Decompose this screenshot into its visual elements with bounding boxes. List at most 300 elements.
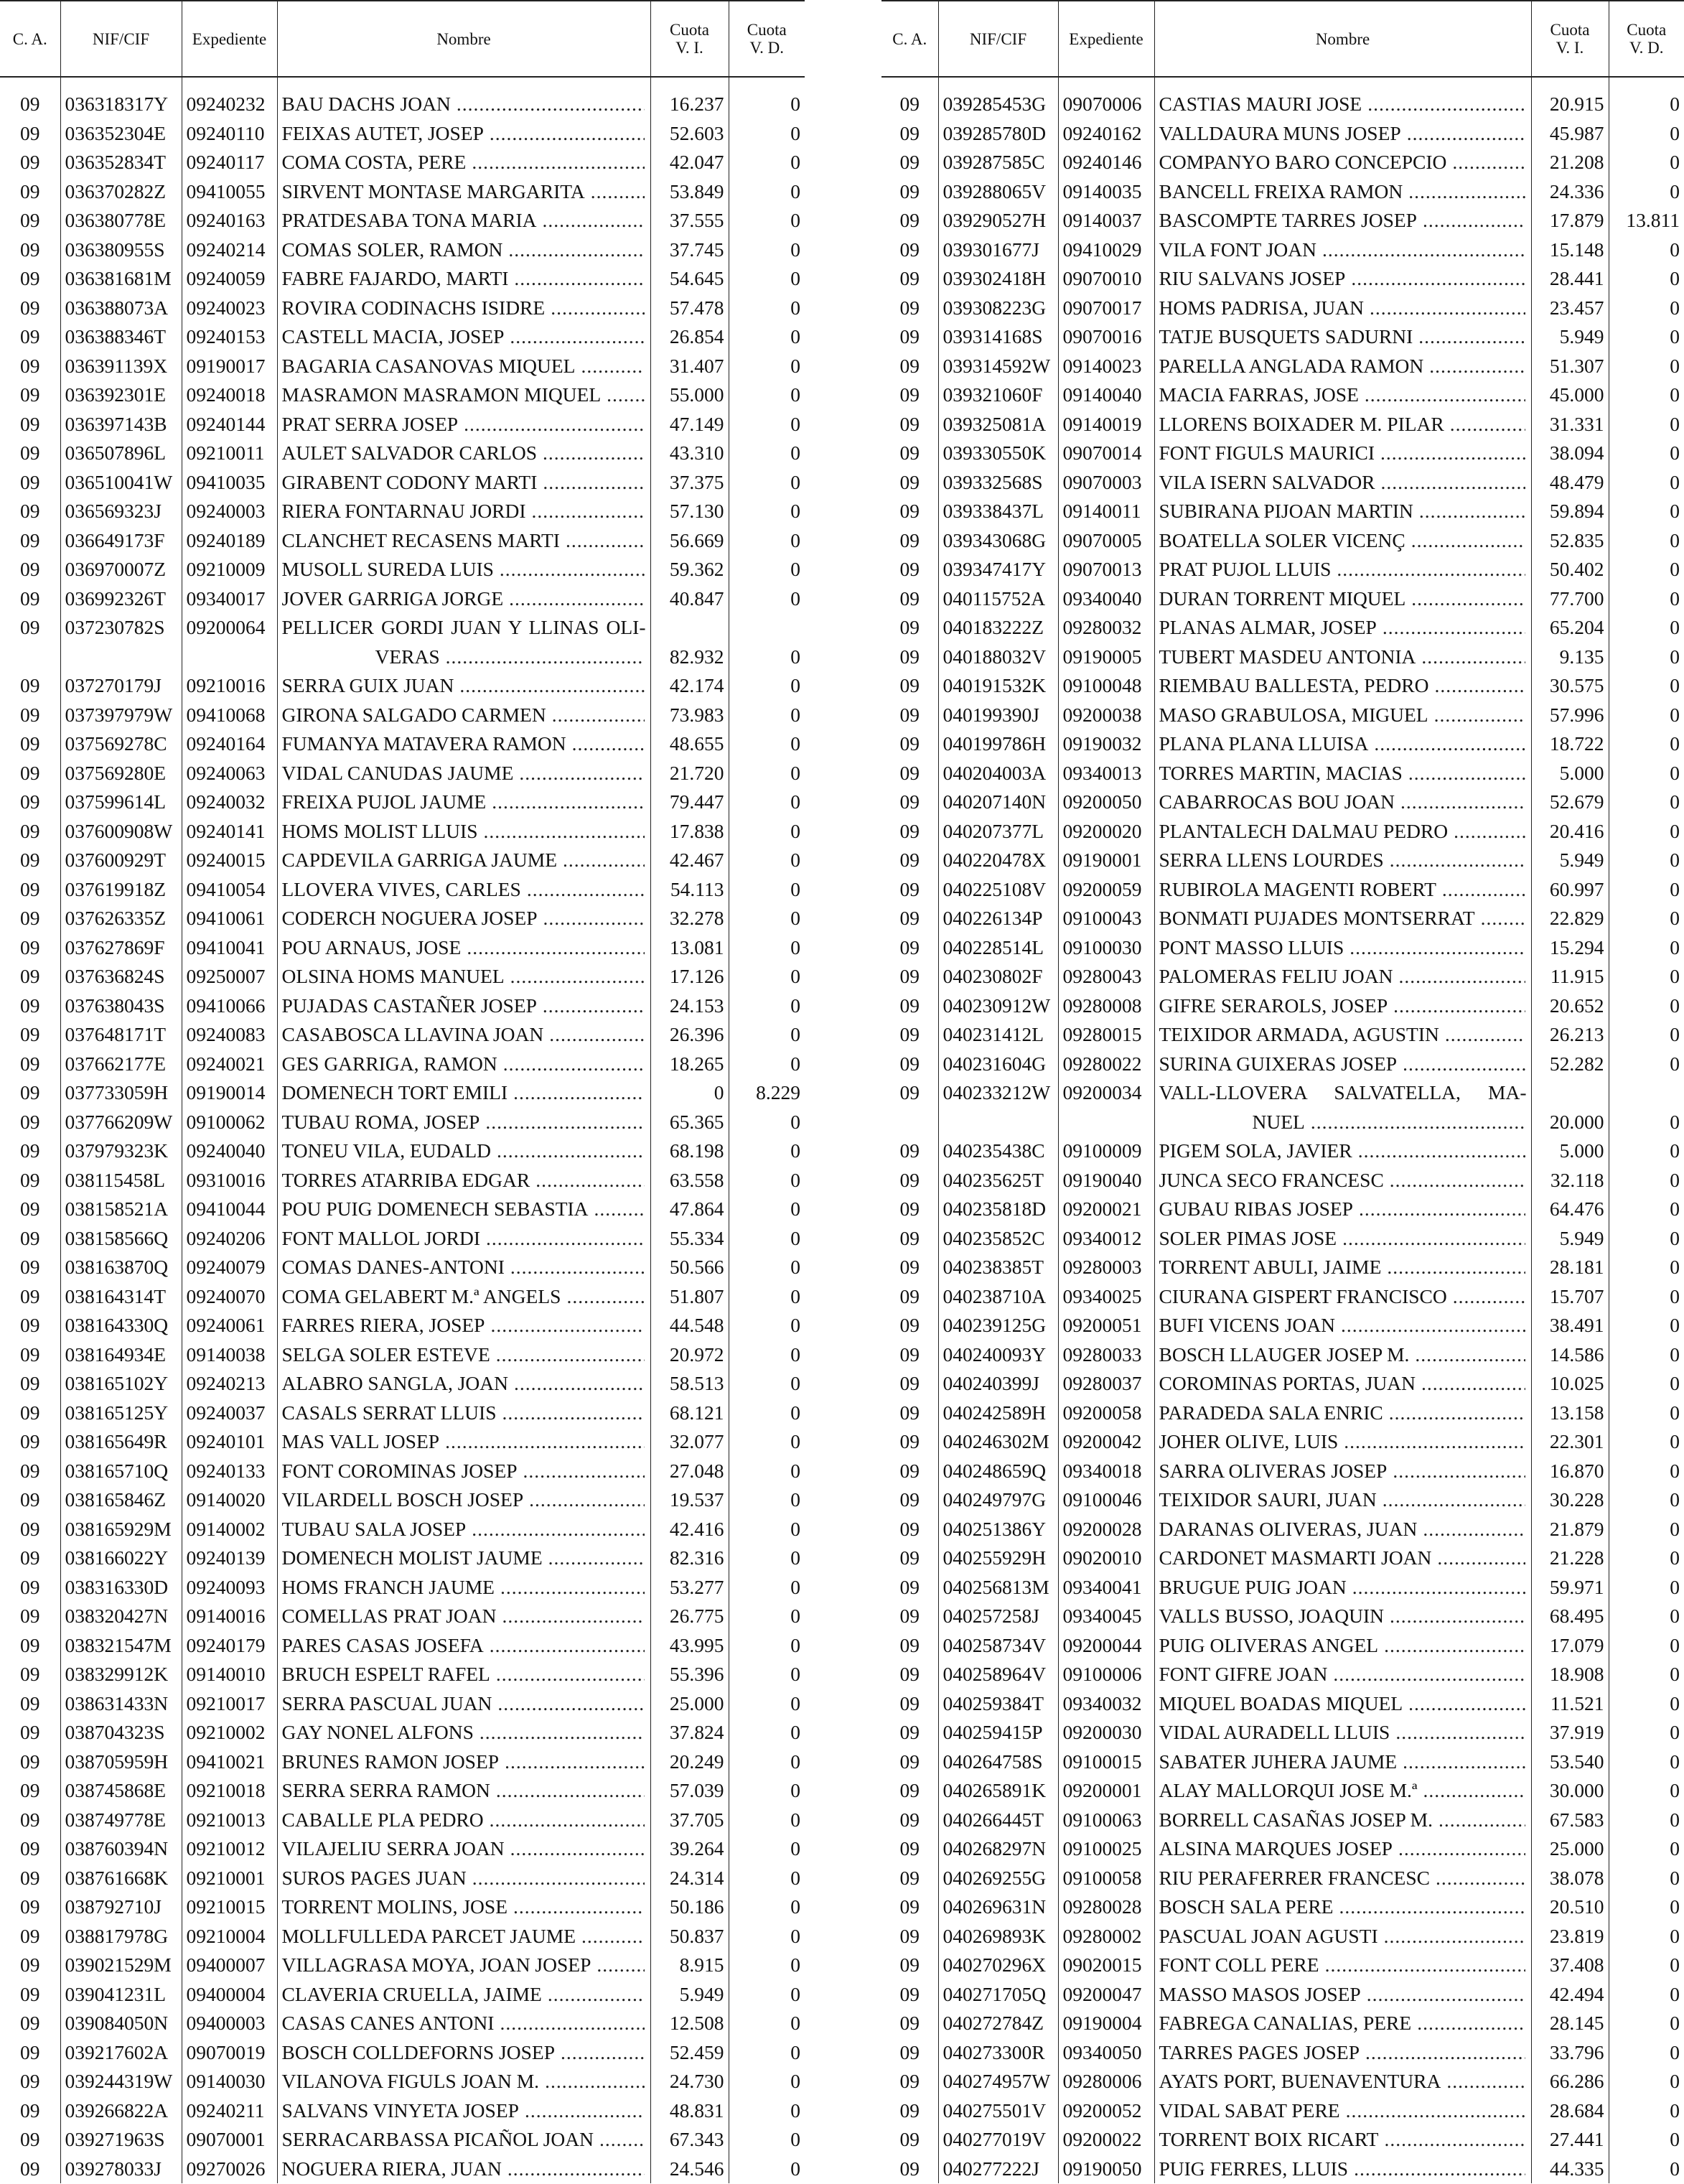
table-row (0, 875, 805, 905)
table-row (881, 90, 1684, 119)
table-row (0, 1718, 805, 1747)
cell-ca: 09 (899, 1691, 920, 1714)
dot-leader (1423, 1776, 1525, 1806)
cell-cuota-vd: 0 (1609, 526, 1684, 556)
nombre-text: ROVIRA CODINACHS ISIDRE (281, 296, 546, 319)
cell-nif: 039330550K (938, 439, 1058, 468)
cell-ca: 09 (20, 1691, 40, 1714)
table-row (881, 904, 1684, 933)
table-row (0, 1806, 805, 1835)
cell-cuota-vd: 0 (1609, 2038, 1684, 2068)
cell-cuota-vd: 0 (729, 788, 805, 817)
cell-nombre (277, 1718, 650, 1747)
cell-nombre (277, 1834, 650, 1864)
dot-leader (525, 2096, 645, 2126)
nombre-text: MACIA FARRAS, JOSE (1159, 383, 1359, 406)
nombre-text: COMELLAS PRAT JOAN (281, 1605, 497, 1627)
cell-nif: 036380955S (60, 235, 182, 265)
dot-leader (543, 904, 645, 933)
dot-leader (594, 1195, 645, 1224)
dot-leader (1365, 2038, 1525, 2068)
cell-nif: 040258964V (938, 1660, 1058, 1689)
cell-expediente: 09340045 (1058, 1602, 1154, 1631)
cell-expediente: 09340013 (1058, 759, 1154, 788)
cell-nif: 039244319W (60, 2067, 182, 2096)
cell-nif: 039338437L (938, 497, 1058, 526)
nombre-text: POU PUIG DOMENECH SEBASTIA (281, 1198, 589, 1220)
cell-expediente: 09200001 (1058, 1776, 1154, 1806)
table-row (0, 1399, 805, 1428)
cell-expediente: 09240133 (182, 1457, 277, 1486)
header-cuota-vi: Cuota V. I. (650, 1, 729, 77)
cell-cuota-vd: 0 (729, 1224, 805, 1254)
cell-expediente: 09140040 (1058, 381, 1154, 410)
cell-nif: 038164330Q (60, 1311, 182, 1340)
cell-cuota-vi: 57.039 (650, 1776, 729, 1806)
cell-nombre (1154, 1747, 1531, 1777)
cell-ca: 09 (20, 1779, 40, 1801)
nombre-text: POU ARNAUS, JOSE (281, 935, 462, 958)
cell-expediente: 09200051 (1058, 1311, 1154, 1340)
cell-expediente: 09280032 (1058, 613, 1154, 643)
table-row (881, 759, 1684, 788)
nombre-text: MUSOLL SUREDA LUIS (281, 558, 494, 580)
cell-nif: 040188032V (938, 643, 1058, 672)
cell-ca: 09 (20, 1633, 40, 1656)
nombre-text: SIRVENT MONTASE MARGARITA (281, 179, 585, 202)
cell-cuota-vi: 68.495 (1531, 1602, 1609, 1631)
cell-nif: 038745868E (60, 1776, 182, 1806)
cell-nombre (1154, 1020, 1531, 1050)
nombre-text: SERRA LLENS LOURDES (1159, 849, 1384, 871)
cell-nombre (277, 759, 650, 788)
cell-expediente: 09240164 (182, 729, 277, 759)
cell-cuota-vd: 0 (729, 1660, 805, 1689)
cell-nombre (277, 1282, 650, 1312)
cell-nif: 040199390J (938, 701, 1058, 730)
cell-nombre (1154, 817, 1531, 846)
cell-ca: 09 (899, 528, 920, 551)
table-row (881, 381, 1684, 410)
nombre-text: TUBAU ROMA, JOSEP (281, 1110, 480, 1133)
table-row (881, 1311, 1684, 1340)
nombre-text: DOMENECH TORT EMILI (281, 1081, 508, 1103)
cell-cuota-vi: 37.375 (650, 468, 729, 498)
cell-nombre (277, 555, 650, 584)
cell-ca: 09 (20, 761, 40, 784)
cell-nombre (1154, 1369, 1531, 1399)
cell-cuota-vi: 21.228 (1531, 1544, 1609, 1573)
table-row (881, 1195, 1684, 1224)
cell-cuota-vd: 0 (729, 1457, 805, 1486)
nombre-text: MOLLFULLEDA PARCET JAUME (281, 1924, 576, 1947)
cell-cuota-vi: 24.546 (650, 2155, 729, 2184)
table-row (0, 1747, 805, 1777)
dot-leader (1380, 439, 1525, 468)
dot-leader (497, 1137, 644, 1166)
cell-ca: 09 (899, 1808, 920, 1831)
header-cuota-vd: Cuota V. D. (1609, 1, 1684, 77)
cell-nif: 036388073A (60, 294, 182, 323)
cell-cuota-vd: 0 (729, 148, 805, 177)
cell-nif: 039332568S (938, 468, 1058, 498)
cell-expediente: 09340041 (1058, 1573, 1154, 1602)
cell-nombre (1154, 177, 1531, 207)
table-row (881, 1631, 1684, 1661)
cell-ca: 09 (20, 1895, 40, 1918)
cell-nif: 040207140N (938, 788, 1058, 817)
cell-cuota-vd: 0 (729, 235, 805, 265)
cell-cuota-vi: 59.894 (1531, 497, 1609, 526)
dot-leader (510, 1834, 645, 1864)
cell-expediente: 09070019 (182, 2038, 277, 2068)
dot-leader (1344, 1427, 1525, 1457)
cell-cuota-vi: 15.294 (1531, 933, 1609, 963)
cell-expediente: 09100006 (1058, 1660, 1154, 1689)
cell-ca: 09 (20, 1314, 40, 1336)
cell-nombre (1154, 1544, 1531, 1573)
cell-cuota-vd: 0 (1609, 2125, 1684, 2155)
cell-nombre (277, 1806, 650, 1835)
cell-cuota-vi: 52.459 (650, 2038, 729, 2068)
cell-nombre (277, 875, 650, 905)
cell-nombre (1154, 701, 1531, 730)
cell-expediente: 09210011 (182, 439, 277, 468)
table-row (881, 1951, 1684, 1980)
dot-leader (545, 2067, 644, 2096)
cell-ca: 09 (20, 1837, 40, 1859)
cell-nif: 036392301E (60, 381, 182, 410)
dot-leader (519, 759, 644, 788)
table-row (881, 2096, 1684, 2126)
nombre-text: CAPDEVILA GARRIGA JAUME (281, 849, 557, 871)
dot-leader (1446, 2067, 1525, 2096)
table-row (0, 1864, 805, 1893)
cell-cuota-vd: 0 (729, 352, 805, 381)
cell-cuota-vi: 48.655 (650, 729, 729, 759)
cell-expediente: 09240032 (182, 788, 277, 817)
cell-cuota-vi: 67.343 (650, 2125, 729, 2155)
nombre-text: PLANA PLANA LLUISA (1159, 732, 1369, 755)
table-row (0, 2155, 805, 2184)
dot-leader (503, 1050, 645, 1079)
cell-nif: 037600929T (60, 846, 182, 875)
nombre-text: BASCOMPTE TARRES JOSEP (1159, 209, 1417, 231)
cell-cuota-vi: 82.316 (650, 1544, 729, 1573)
dot-leader (1408, 1689, 1525, 1719)
nombre-text: CARDONET MASMARTI JOAN (1159, 1546, 1432, 1569)
cell-nombre (277, 526, 650, 556)
dot-leader (1390, 1166, 1525, 1195)
cell-nif: 038164934E (60, 1340, 182, 1370)
cell-nombre (277, 1747, 650, 1777)
cell-nombre (1154, 1050, 1531, 1079)
cell-ca: 09 (899, 2012, 920, 2034)
cell-nif: 039325081A (938, 410, 1058, 439)
cell-nif: 038158521A (60, 1195, 182, 1224)
dot-leader (1393, 1457, 1525, 1486)
nombre-text: PALOMERAS FELIU JOAN (1159, 965, 1393, 987)
table-row (0, 1485, 805, 1515)
cell-expediente: 09240059 (182, 264, 277, 294)
cell-ca: 09 (899, 877, 920, 900)
table-row (881, 148, 1684, 177)
cell-cuota-vd: 0 (729, 2038, 805, 2068)
table-row (0, 1369, 805, 1399)
table-row (0, 991, 805, 1021)
nombre-text: PRATDESABA TONA MARIA (281, 209, 537, 231)
cell-cuota-vi: 23.457 (1531, 294, 1609, 323)
nombre-text: CASABOSCA LLAVINA JOAN (281, 1023, 544, 1045)
cell-expediente: 09410044 (182, 1195, 277, 1224)
cell-expediente: 09340012 (1058, 1224, 1154, 1254)
cell-cuota-vi: 77.700 (1531, 584, 1609, 614)
cell-cuota-vi: 37.919 (1531, 1718, 1609, 1747)
cell-expediente (1058, 1108, 1154, 1137)
dot-leader (1415, 1340, 1525, 1370)
dot-leader (1398, 1834, 1525, 1864)
table-row (881, 875, 1684, 905)
dot-leader (1341, 1311, 1525, 1340)
table-row (881, 526, 1684, 556)
cell-cuota-vd: 0 (1609, 1369, 1684, 1399)
cell-ca: 09 (20, 2128, 40, 2150)
cell-nombre (277, 439, 650, 468)
cell-nombre (277, 1050, 650, 1079)
cell-cuota-vd: 0 (729, 729, 805, 759)
cell-nif: 040225108V (938, 875, 1058, 905)
cell-ca: 09 (20, 819, 40, 842)
cell-expediente: 09240146 (1058, 148, 1154, 177)
cell-nombre (277, 1020, 650, 1050)
nombre-text: DOMENECH MOLIST JAUME (281, 1546, 543, 1569)
cell-cuota-vi: 53.849 (650, 177, 729, 207)
cell-nombre (277, 1253, 650, 1282)
table-row (881, 294, 1684, 323)
dot-leader (446, 643, 645, 672)
table-row (881, 1922, 1684, 1951)
dot-leader (1454, 817, 1525, 846)
nombre-text: SALVANS VINYETA JOSEP (281, 2099, 519, 2122)
cell-cuota-vd: 0 (729, 468, 805, 498)
cell-nombre (277, 294, 650, 323)
dot-leader (1434, 671, 1525, 701)
nombre-text: FARRES RIERA, JOSEP (281, 1314, 485, 1336)
header-nombre: Nombre (277, 1, 650, 77)
cell-cuota-vd: 0 (729, 1689, 805, 1719)
cell-nif: 038705959H (60, 1747, 182, 1777)
nombre-text: ALAY MALLORQUI JOSE M.ª (1159, 1779, 1418, 1801)
cell-nif: 039271963S (60, 2125, 182, 2155)
cell-cuota-vi: 21.208 (1531, 148, 1609, 177)
cell-cuota-vd: 0 (729, 206, 805, 235)
cell-ca: 09 (20, 1866, 40, 1889)
table-row (881, 1224, 1684, 1254)
cell-ca: 09 (20, 1198, 40, 1220)
cell-nif: 038792710J (60, 1893, 182, 1922)
cell-expediente: 09200028 (1058, 1515, 1154, 1544)
cell-expediente: 09280008 (1058, 991, 1154, 1021)
dot-leader (509, 584, 644, 614)
cell-nombre (1154, 1776, 1531, 1806)
table-row (0, 933, 805, 963)
table-row (881, 497, 1684, 526)
cell-cuota-vi: 47.864 (650, 1195, 729, 1224)
cell-cuota-vd: 0 (1609, 1776, 1684, 1806)
cell-nif: 040274957W (938, 2067, 1058, 2096)
nombre-text: TUBERT MASDEU ANTONIA (1159, 645, 1416, 668)
cell-expediente: 09070016 (1058, 322, 1154, 352)
cell-ca: 09 (20, 1517, 40, 1540)
cell-cuota-vi: 63.558 (650, 1166, 729, 1195)
cell-nif: 040257258J (938, 1602, 1058, 1631)
nombre-text: NUEL (1252, 1110, 1305, 1133)
nombre-text: CASTIAS MAURI JOSE (1159, 93, 1362, 115)
cell-nif: 040273300R (938, 2038, 1058, 2068)
cell-nombre (277, 1399, 650, 1428)
dot-leader (492, 788, 644, 817)
cell-nombre (1154, 526, 1531, 556)
dot-leader (497, 1689, 644, 1719)
cell-cuota-vi: 51.807 (650, 1282, 729, 1312)
nombre-text: PIGEM SOLA, JAVIER (1159, 1139, 1352, 1162)
cell-ca: 09 (20, 412, 40, 435)
table-row (0, 177, 805, 207)
cell-ca: 09 (20, 209, 40, 231)
cell-ca: 09 (20, 1052, 40, 1075)
dot-leader (1421, 1369, 1525, 1399)
cell-nombre (1154, 352, 1531, 381)
table-header-row (881, 1, 1684, 77)
nombre-text: GIFRE SERAROLS, JOSEP (1159, 994, 1388, 1017)
cell-expediente: 09240206 (182, 1224, 277, 1254)
dot-leader (1390, 1602, 1525, 1631)
cell-cuota-vd: 0 (1609, 1573, 1684, 1602)
cell-cuota-vd: 0 (729, 2067, 805, 2096)
cell-nif: 037733059H (60, 1078, 182, 1108)
cell-cuota-vi: 38.078 (1531, 1864, 1609, 1893)
dot-leader (1352, 1573, 1525, 1602)
cell-expediente (182, 643, 277, 672)
table-row (0, 1195, 805, 1224)
cell-nombre (1154, 643, 1531, 672)
cell-nif: 039084050N (60, 2009, 182, 2038)
cell-nif: 036507896L (60, 439, 182, 468)
nombre-text: CASAS CANES ANTONI (281, 2012, 495, 2034)
cell-ca: 09 (899, 1633, 920, 1656)
cell-cuota-vd: 0 (1609, 1020, 1684, 1050)
cell-nif: 040235438C (938, 1137, 1058, 1166)
nombre-text: PLANAS ALMAR, JOSEP (1159, 616, 1377, 638)
dot-leader (1453, 1282, 1525, 1312)
cell-cuota-vd: 0 (1609, 1485, 1684, 1515)
nombre-text: TATJE BUSQUETS SADURNI (1159, 325, 1413, 347)
cell-nif: 037599614L (60, 788, 182, 817)
dot-leader (490, 119, 645, 149)
cell-ca: 09 (20, 2040, 40, 2063)
table-row (0, 1457, 805, 1486)
cell-nombre (277, 1776, 650, 1806)
table-row (0, 90, 805, 119)
cell-expediente: 09410068 (182, 701, 277, 730)
cell-cuota-vi: 54.113 (650, 875, 729, 905)
cell-cuota-vi: 5.949 (1531, 1224, 1609, 1254)
cell-expediente: 09240079 (182, 1253, 277, 1282)
cell-cuota-vi: 37.745 (650, 235, 729, 265)
cell-expediente: 09190014 (182, 1078, 277, 1108)
cell-cuota-vd: 0 (1609, 1457, 1684, 1486)
cell-cuota-vi: 48.831 (650, 2096, 729, 2126)
cell-cuota-vd: 0 (729, 1020, 805, 1050)
table-row (0, 1253, 805, 1282)
table-row (0, 904, 805, 933)
dot-leader (529, 1485, 644, 1515)
table-row (881, 1166, 1684, 1195)
nombre-text: FONT MALLOL JORDI (281, 1226, 481, 1249)
cell-expediente: 09140019 (1058, 410, 1154, 439)
cell-expediente: 09280028 (1058, 1893, 1154, 1922)
cell-nombre (1154, 875, 1531, 905)
cell-expediente: 09070003 (1058, 468, 1154, 498)
cell-cuota-vd: 0 (729, 381, 805, 410)
header-ca: C. A. (0, 1, 60, 77)
cell-expediente: 09400007 (182, 1951, 277, 1980)
table-row (881, 1078, 1684, 1108)
nombre-text: RIU SALVANS JOSEP (1159, 267, 1346, 289)
cell-cuota-vi: 43.310 (650, 439, 729, 468)
cell-cuota-vi: 44.548 (650, 1311, 729, 1340)
nombre-text: FUMANYA MATAVERA RAMON (281, 732, 566, 755)
cell-cuota-vd: 0 (729, 1282, 805, 1312)
table-row (881, 1776, 1684, 1806)
cell-expediente: 09200047 (1058, 1980, 1154, 2010)
cell-ca: 09 (20, 1256, 40, 1278)
cell-ca: 09 (899, 732, 920, 755)
cell-nif: 038165125Y (60, 1399, 182, 1428)
cell-nif: 036510041W (60, 468, 182, 498)
table-row (0, 1893, 805, 1922)
cell-cuota-vi: 42.416 (650, 1515, 729, 1544)
cell-cuota-vi: 55.000 (650, 381, 729, 410)
cell-nif: 037638043S (60, 991, 182, 1021)
cell-nif: 037270179J (60, 671, 182, 701)
nombre-text: FONT COROMINAS JOSEP (281, 1459, 518, 1482)
cell-nif: 036370282Z (60, 177, 182, 207)
cell-expediente: 09070010 (1058, 264, 1154, 294)
cell-cuota-vd: 0 (1609, 555, 1684, 584)
cell-ca: 09 (899, 1023, 920, 1045)
cell-nif: 040264758S (938, 1747, 1058, 1777)
cell-cuota-vd: 0 (1609, 1631, 1684, 1661)
cell-expediente: 09200064 (182, 613, 277, 643)
cell-cuota-vd: 0 (1609, 1544, 1684, 1573)
cell-cuota-vi: 32.278 (650, 904, 729, 933)
nombre-text: COMA COSTA, PERE (281, 151, 467, 173)
cell-expediente: 09140038 (182, 1340, 277, 1370)
nombre-text: BOSCH LLAUGER JOSEP M. (1159, 1343, 1410, 1366)
table-row (881, 1834, 1684, 1864)
cell-nombre (1154, 1515, 1531, 1544)
cell-nif: 038165929M (60, 1515, 182, 1544)
cell-cuota-vi: 0 (650, 1078, 729, 1108)
dot-leader (1346, 2096, 1525, 2126)
nombre-text: CLANCHET RECASENS MARTI (281, 528, 560, 551)
dot-leader (581, 352, 644, 381)
nombre-text: SURINA GUIXERAS JOSEP (1159, 1052, 1398, 1075)
cell-cuota-vi: 52.835 (1531, 526, 1609, 556)
cell-nif: 040115752A (938, 584, 1058, 614)
cell-cuota-vi: 57.478 (650, 294, 729, 323)
